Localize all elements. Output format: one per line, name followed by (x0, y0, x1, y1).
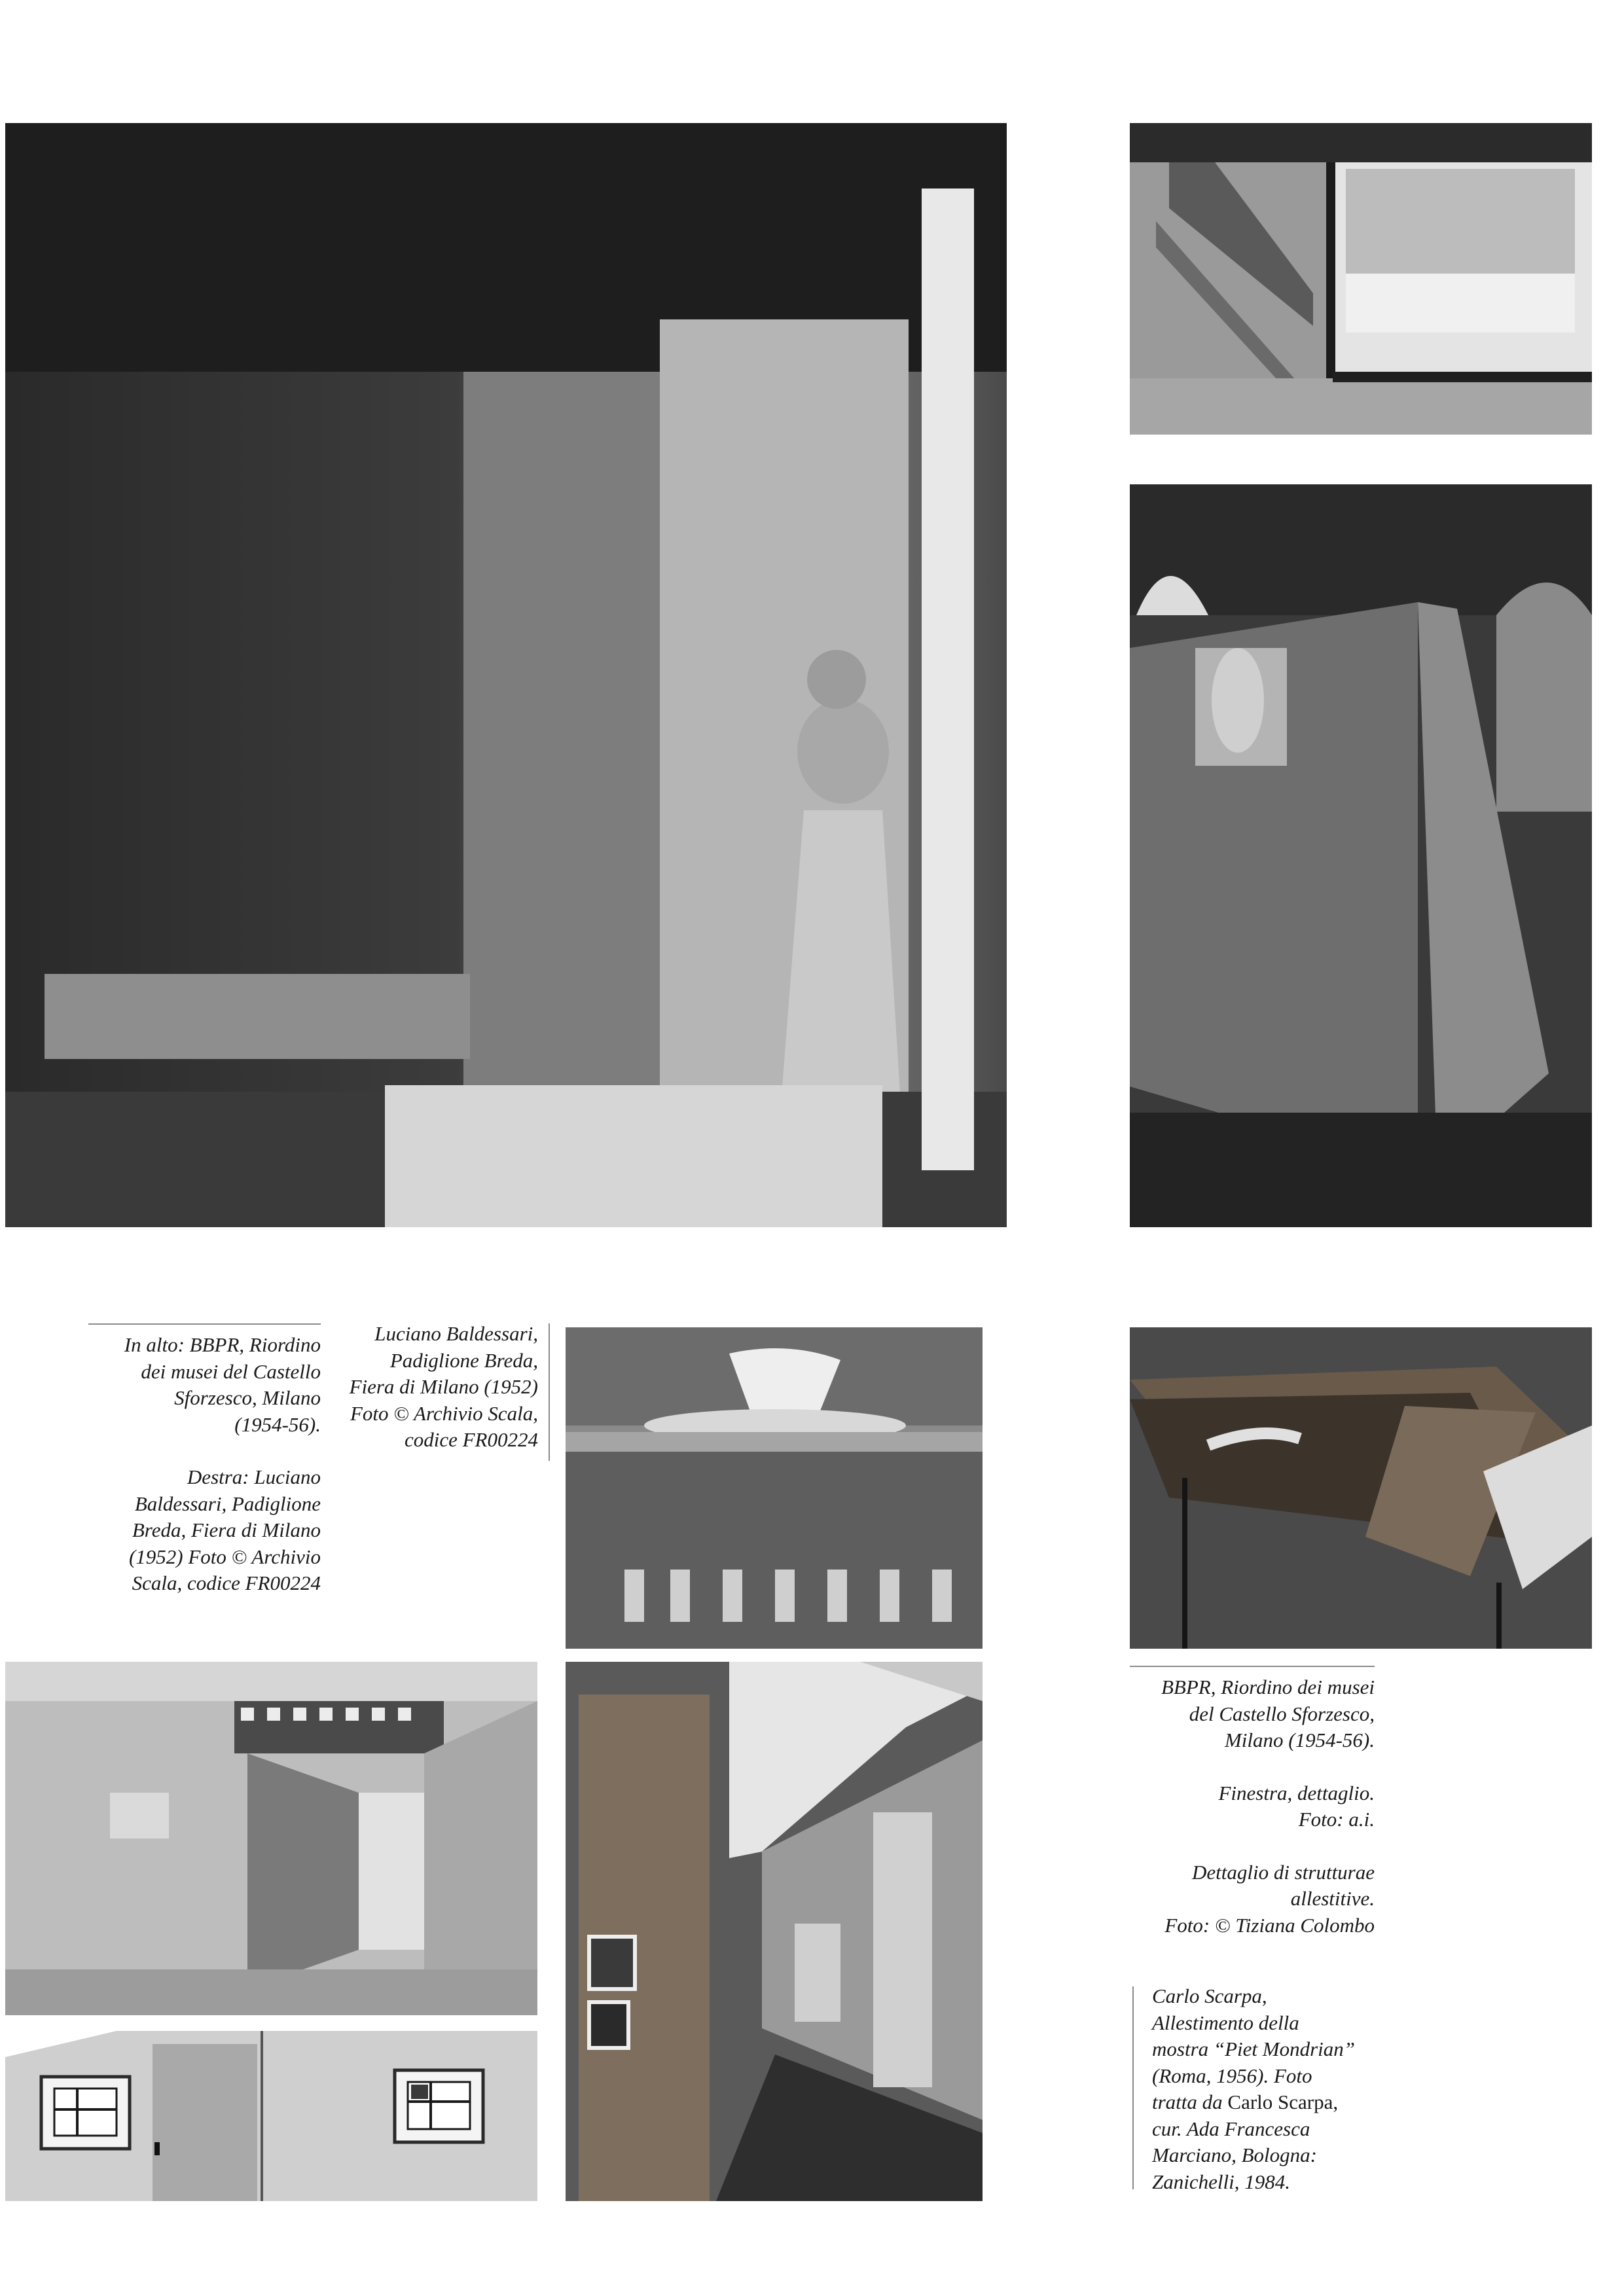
structure-detail-photo (1130, 484, 1592, 1227)
caption-line: Zanichelli, 1984. (1152, 2170, 1290, 2193)
caption-line: Foto: © Tiziana Colombo (1164, 1913, 1375, 1937)
caption-rule-right (1130, 1666, 1375, 1667)
caption-line: del Castello Sforzesco, (1189, 1702, 1375, 1725)
caption-text: tratta da (1152, 2090, 1228, 2113)
caption-rule-top-mid (549, 1323, 550, 1461)
display-table-photo (1130, 1327, 1592, 1649)
caption-line: BBPR, Riordino dei musei (1161, 1676, 1375, 1698)
caption-line: (Roma, 1956). Foto (1152, 2064, 1312, 2087)
caption-line: In alto: BBPR, Riordino (124, 1333, 321, 1356)
caption-line: cur. Ada Francesca (1152, 2117, 1310, 2140)
caption-top-mid (327, 1321, 538, 1454)
caption-line: Milano (1954-56). (1224, 1729, 1375, 1751)
caption-line (1152, 2089, 1427, 2116)
caption-line: allestitive. (1290, 1887, 1375, 1910)
castello-hall-photo (5, 123, 1007, 1227)
caption-top-left (79, 1332, 321, 1597)
caption-line: (1952) Foto © Archivio (128, 1545, 321, 1568)
caption-right (1130, 1674, 1375, 1939)
caption-line: Luciano Baldessari, (374, 1322, 538, 1345)
caption-line: Finestra, dettaglio. (1218, 1781, 1375, 1804)
caption-rule-top-left (88, 1323, 321, 1325)
caption-rule-scarpa (1132, 1986, 1134, 2189)
caption-line: codice FR00224 (404, 1428, 538, 1451)
caption-scarpa (1152, 1983, 1427, 2195)
caption-line: Allestimento della (1152, 2011, 1299, 2034)
window-detail-photo (1130, 123, 1592, 435)
caption-line: Padiglione Breda, (389, 1348, 538, 1372)
caption-line: Carlo Scarpa, (1152, 1984, 1267, 2007)
caption-line: Destra: Luciano (187, 1465, 321, 1488)
caption-line: Marciano, Bologna: (1152, 2144, 1317, 2166)
caption-line: dei musei del Castello (141, 1359, 321, 1383)
caption-line: Foto: a.i. (1298, 1808, 1375, 1831)
caption-line: Foto © Archivio Scala, (350, 1401, 538, 1425)
caption-line: mostra “Piet Mondrian” (1152, 2037, 1356, 2060)
caption-line: Dettaglio di strutturae (1192, 1860, 1375, 1884)
caption-line: Sforzesco, Milano (174, 1386, 321, 1409)
book-title: Carlo Scarpa, (1227, 2090, 1339, 2113)
corridor-photo (5, 1662, 537, 2015)
caption-line: Scala, codice FR00224 (132, 1571, 321, 1594)
mondrian-panels-photo (5, 2031, 537, 2201)
caption-line: (1954-56). (234, 1412, 321, 1436)
caption-line: Fiera di Milano (1952) (349, 1375, 538, 1398)
caption-line: Baldessari, Padiglione (134, 1492, 321, 1515)
caption-line: Breda, Fiera di Milano (132, 1518, 321, 1541)
breda-pavilion-photo (566, 1327, 983, 1649)
mondrian-gallery-photo (566, 1662, 983, 2201)
